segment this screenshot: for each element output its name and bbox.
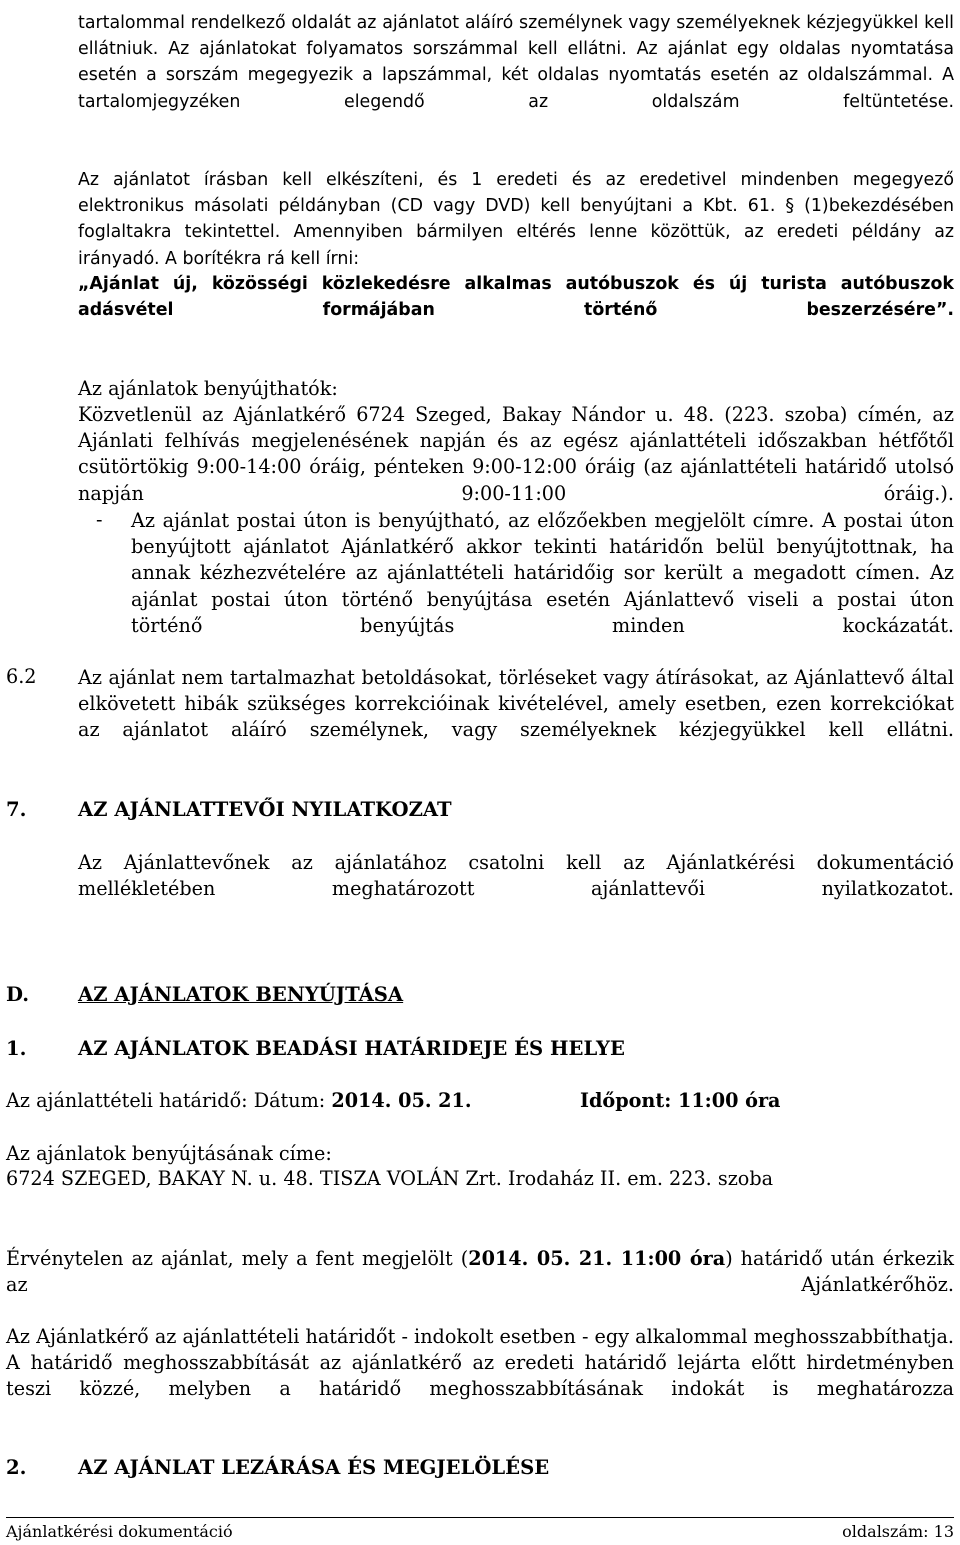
section-2-number: 2. [6, 1456, 27, 1479]
section-7-text: Az Ajánlattevőnek az ajánlatához csatolni kell az Ajánlatkérési dokumentáció mellékletében meghatározott ajánlattevői nyilatkozatot. [78, 851, 954, 901]
paragraph-numbering: tartalommal rendelkező oldalát az ajánlatot aláíró személynek vagy személyeknek kézjegyükkel kell ellátniuk. Az ajánlatokat folyamatos sorszámmal kell ellátni. Az ajánlat egy oldalas nyomtatása esetén a sorszám megegyezik a lapszámmal, két oldalas nyomtatás esetén az oldalszámmal. A tartalomjegyzéken elegendő az oldalszám feltüntetése. [78, 13, 954, 112]
footer-doc-title: Ajánlatkérési dokumentáció [6, 1522, 233, 1541]
address-label: Az ajánlatok benyújtásának címe: [6, 1142, 332, 1165]
paragraph-written-form: Az ajánlatot írásban kell elkészíteni, és 1 eredeti és az eredetivel mindenben megegyező elektronikus másolati példányban (CD vagy DVD) kell benyújtani a Kbt. 61. § (1)bekezdésében foglaltakra tekintettel. Amennyiben bármilyen eltérés lenne közöttük, az eredeti példány az irányadó. A borítékra rá kell írni: [78, 170, 954, 269]
footer-divider [6, 1517, 954, 1518]
invalid-bold: 2014. 05. 21. 11:00 óra [468, 1247, 726, 1270]
deadline-date: 2014. 05. 21. [331, 1089, 472, 1112]
section-d-number: D. [6, 983, 30, 1006]
section-7-title: AZ AJÁNLATTEVŐI NYILATKOZAT [78, 798, 452, 821]
footer-page-number: oldalszám: 13 [842, 1522, 954, 1541]
bullet-dash: - [96, 508, 103, 531]
envelope-label-text: „Ajánlat új, közösségi közlekedésre alkalmas autóbuszok és új turista autóbuszok adásvétel formájában történő beszerzésére”. [78, 274, 954, 321]
postal-bullet-text: Az ajánlat postai úton is benyújtható, az előzőekben megjelölt címre. A postai úton benyújtott ajánlatot Ajánlatkérő akkor tekinti határidőn belül benyújtottnak, ha annak kézhezvételére az ajánlattételi határidőig sor került a megadott címen. Az ajánlat postai úton történő benyújtása esetén Ajánlattevő viseli a postai úton történő benyújtás minden kockázatát. [131, 509, 954, 637]
invalid-pre: Érvénytelen az ajánlat, mely a fent megjelölt ( [6, 1247, 469, 1270]
submit-label: Az ajánlatok benyújthatók: [78, 377, 338, 400]
section-7-number: 7. [6, 798, 27, 821]
submit-paragraph: Közvetlenül az Ajánlatkérő 6724 Szeged, Bakay Nándor u. 48. (223. szoba) címén, az Ajánlati felhívás megjelenésének napján és az egész ajánlattételi időszakban hétfőtől csütörtökig 9:00-14:00 óráig, pénteken 9:00-12:00 óráig (az ajánlattételi határidő utolsó napján 9:00-11:00 óráig.). [78, 403, 954, 505]
section-d-title: AZ AJÁNLATOK BENYÚJTÁSA [78, 983, 404, 1006]
section-1-number: 1. [6, 1037, 27, 1060]
deadline-label: Az ajánlattételi határidő: Dátum: [6, 1089, 326, 1112]
section-6-2-text: Az ajánlat nem tartalmazhat betoldásokat, törléseket vagy átírásokat, az Ajánlattevő által elkövetett hibák szükséges korrekcióinak kivételével, amely esetben, ezen korrekciókat az ajánlatot aláíró személynek, vagy személyeknek kézjegyükkel kell ellátni. [78, 666, 954, 742]
deadline-line [6, 1089, 472, 1112]
invalid-paragraph [6, 1246, 954, 1325]
section-1-title: AZ AJÁNLATOK BEADÁSI HATÁRIDEJE ÉS HELYE [78, 1037, 625, 1060]
section-2-title: AZ AJÁNLAT LEZÁRÁSA ÉS MEGJELÖLÉSE [78, 1456, 550, 1479]
invalid-post: ) határidő után érkezik az Ajánlatkérőhöz. [6, 1247, 954, 1297]
section-6-2-number: 6.2 [6, 665, 37, 688]
deadline-time: Időpont: 11:00 óra [580, 1089, 781, 1112]
address-text: 6724 SZEGED, BAKAY N. u. 48. TISZA VOLÁN Zrt. Irodaház II. em. 223. szoba [6, 1167, 774, 1190]
extension-paragraph: Az Ajánlatkérő az ajánlattételi határidőt - indokolt esetben - egy alkalommal meghosszabbíthatja. A határidő meghosszabbítását az ajánlatkérő az eredeti határidő lejárta előtt hirdetményben teszi közzé, melyben a határidő meghosszabbításának indokát is meghatározza [6, 1325, 954, 1401]
